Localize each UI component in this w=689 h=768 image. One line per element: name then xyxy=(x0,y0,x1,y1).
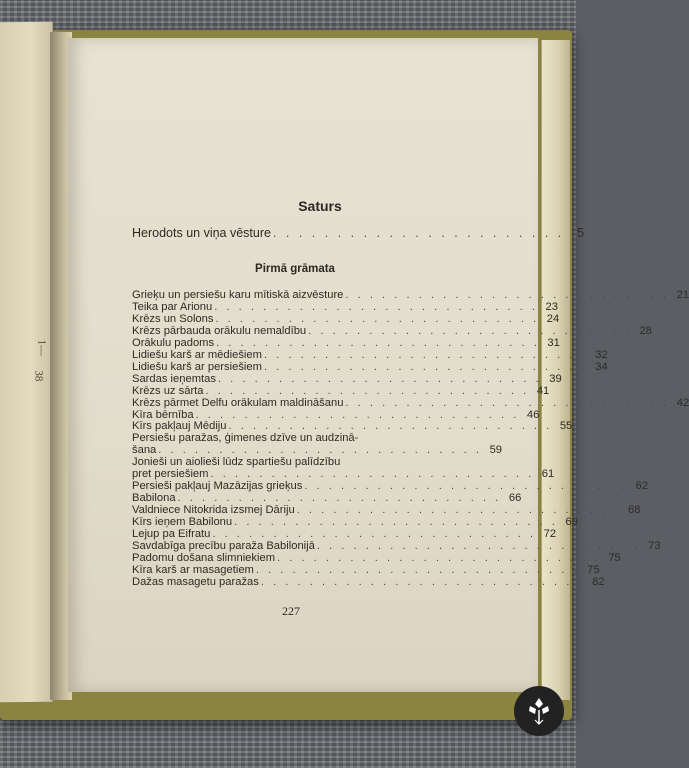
toc-entry-page: 75 xyxy=(608,551,621,564)
toc-entry-page: 61 xyxy=(541,468,555,481)
toc-entry-title: Persiešu paražas, ģimenes dzīve un audzinā- xyxy=(132,432,359,445)
page-title: Saturs xyxy=(298,198,342,214)
toc-entry-page: 69 xyxy=(565,516,578,529)
toc-leader-dots: . . . . . . . . . . . . . . . . . . . . . . . . . . . xyxy=(277,551,601,564)
toc-entry-page: 59 xyxy=(489,444,503,457)
toc-entry xyxy=(132,336,560,349)
toc-entry xyxy=(132,528,557,540)
toc-entry-title: Grieķu un persiešu karu mītiskā aizvēsture xyxy=(132,289,344,301)
toc-entry xyxy=(132,396,689,409)
toc-entry-title: Kīrs pakļauj Mēdiju xyxy=(132,420,227,433)
toc-entry xyxy=(132,444,503,457)
toc-entry xyxy=(132,372,562,385)
toc-leader-dots: . . . . . . . . . . . . . . . . . . . . . . . . . . . xyxy=(158,444,483,457)
toc-entry xyxy=(132,324,652,337)
toc-leader-dots: . . . . . . . . . . . . . . . . . . . . . . . . . . . xyxy=(214,300,538,313)
toc-leader-dots: . . . . . . . . . . . . . . . . . . . . . . . . . . . xyxy=(177,492,502,505)
toc-entry xyxy=(132,348,608,361)
toc-entry-title: Krēzs pārbauda orākulu nemaldību xyxy=(132,324,307,337)
toc-entry-page: 82 xyxy=(592,575,605,588)
toc-leader-dots: . . . . . . . . . . . . . . . . . . . . . . . . . . . xyxy=(234,516,558,529)
toc-leader-dots: . . . . . . . . . . . . . . . . . . . . . . . . . . . xyxy=(260,575,585,588)
toc-entry xyxy=(132,408,540,421)
toc-entry-title: Herodots un viņa vēsture xyxy=(132,226,271,240)
toc-leader-dots: . . . . . . . . . . . . . . . . . . . . . . . . . . . xyxy=(228,420,553,433)
toc-entry-page: 41 xyxy=(536,384,550,397)
toc-entry-title: Kīrs ieņem Babilonu xyxy=(132,516,233,529)
page-number: 227 xyxy=(282,604,300,618)
toc-entry xyxy=(132,384,550,397)
toc-leader-dots: . . . . . . . . . . . . . . . . . . . . . . . . . . . xyxy=(217,372,542,385)
toc-leader-dots: . . . . . . . . . . . . . . . . . . . . . . . . . . . xyxy=(212,528,537,540)
toc-entry-title: Lejup pa Eifratu xyxy=(132,528,211,540)
toc-entry-title: Krēzs pārmet Delfu orākulam maldināšanu xyxy=(132,396,344,409)
signature-mark: 38 xyxy=(32,370,45,382)
toc-entry-page: 55 xyxy=(559,420,573,433)
toc-entry-page: 42 xyxy=(676,396,689,409)
toc-entry xyxy=(132,456,484,468)
toc-entry-page: 21 xyxy=(676,289,689,301)
toc-entry-title: šana xyxy=(132,444,157,457)
toc-entry-title: Sardas ieņemtas xyxy=(132,372,216,385)
toc-leader-dots: . . . . . . . . . . . . . . . . . . . . . . . . . . . xyxy=(296,504,621,517)
toc-entry-page: 62 xyxy=(635,480,649,493)
toc-entry xyxy=(132,539,661,552)
toc-leader-dots: . . . . . . . . . . . . . . . . . . . . . . . . . . . xyxy=(308,324,632,337)
toc-entry xyxy=(132,551,621,564)
toc-entry-title: Krēzs un Solons xyxy=(132,312,214,325)
toc-leader-dots: . . . . . . . . . . . . . . . . . . . . . . . . . . . xyxy=(216,336,540,349)
leaf-logo-icon xyxy=(526,696,552,726)
toc-entry-page: 24 xyxy=(546,312,560,325)
toc-entry xyxy=(132,575,605,588)
toc-entry-title: Valdniece Nitokrida izsmej Dāriju xyxy=(132,504,295,517)
signature-mark: 1— xyxy=(35,339,48,357)
toc-entry-page: 68 xyxy=(628,504,641,517)
toc-leader-dots: . . . . . . . . . . . . . . . . . . . . . . . xyxy=(272,226,565,240)
toc-entry-page: 72 xyxy=(543,528,557,540)
previous-page xyxy=(0,22,53,702)
toc-entry xyxy=(132,432,484,444)
toc-entry-page: 66 xyxy=(508,492,522,505)
toc-entry-title: Kīra karš ar masagetiem xyxy=(132,563,254,576)
toc-entry-title: Kīra bērnība xyxy=(132,408,194,421)
toc-entry-page: 34 xyxy=(595,360,608,373)
toc-entry-title: Babilona xyxy=(132,492,176,505)
toc-entry-title: Orākulu padoms xyxy=(132,336,215,349)
toc-entry-title: Savdabīga precību paraža Babilonijā xyxy=(132,539,315,552)
toc-entry-page: 32 xyxy=(595,348,608,361)
toc-entry-page: 46 xyxy=(526,408,540,421)
toc-entry xyxy=(132,504,641,517)
toc-entry xyxy=(132,289,689,301)
toc-entry-title: Teika par Arionu xyxy=(132,300,213,313)
toc-leader-dots: . . . . . . . . . . . . . . . . . . . . . . . . . . . xyxy=(210,468,535,481)
toc-entry-title: Lidiešu karš ar persiešiem xyxy=(132,360,262,373)
toc-entry-title: Persieši pakļauj Mazāzijas grieķus xyxy=(132,480,303,493)
toc-entry-page: 5 xyxy=(577,226,585,240)
toc-entry-page: 28 xyxy=(639,324,652,337)
contents-page xyxy=(68,38,689,692)
toc-entry xyxy=(132,492,522,505)
toc-entry xyxy=(132,420,573,433)
toc-leader-dots: . . . . . . . . . . . . . . . . . . . . . . . . . . . xyxy=(345,396,670,409)
toc-leader-dots: . . . . . . . . . . . . . . . . . . . . . . . . . . . xyxy=(263,360,588,373)
toc-entry-title: Krēzs uz sārta xyxy=(132,384,204,397)
toc-entry-page: 23 xyxy=(545,300,558,313)
toc-entry xyxy=(132,516,578,529)
toc-entry-title: Dažas masagetu paražas xyxy=(132,575,259,588)
section-heading: Pirmā grāmata xyxy=(255,263,335,275)
toc-entry xyxy=(132,312,560,325)
toc-entry xyxy=(132,360,608,373)
toc-entry xyxy=(132,226,585,240)
toc-leader-dots: . . . . . . . . . . . . . . . . . . . . . . . . . . . xyxy=(304,480,629,493)
toc-entry xyxy=(132,300,558,313)
toc-leader-dots: . . . . . . . . . . . . . . . . . . . . . . . . . . . xyxy=(255,563,580,576)
toc-leader-dots: . . . . . . . . . . . . . . . . . . . . . . . . . . . xyxy=(215,312,540,325)
toc-entry-page: 75 xyxy=(587,563,600,576)
toc-entry xyxy=(132,480,649,493)
toc-entry-page: 39 xyxy=(549,372,562,385)
toc-entry xyxy=(132,468,555,481)
toc-entry-title: Padomu došana slimniekiem xyxy=(132,551,276,564)
toc-leader-dots: . . . . . . . . . . . . . . . . . . . . . . . . . . . xyxy=(263,348,588,361)
toc-entry xyxy=(132,563,600,576)
toc-entry-page: 73 xyxy=(648,539,661,552)
toc-leader-dots: . . . . . . . . . . . . . . . . . . . . . . . . . . . xyxy=(345,289,670,301)
toc-entry-title: Jonieši un aiolieši lūdz spartiešu palīdzību xyxy=(132,456,341,469)
toc-leader-dots: . . . . . . . . . . . . . . . . . . . . . . . . . . . xyxy=(205,384,530,397)
watermark-logo xyxy=(514,686,564,736)
toc-entry-page: 31 xyxy=(547,336,560,349)
toc-leader-dots: . . . . . . . . . . . . . . . . . . . . . . . . . . . xyxy=(195,408,520,421)
toc-entry-title: Lidiešu karš ar mēdiešiem xyxy=(132,348,262,361)
toc-entry-title: pret persiešiem xyxy=(132,468,209,481)
toc-leader-dots: . . . . . . . . . . . . . . . . . . . . . . . . . . . xyxy=(316,539,641,552)
